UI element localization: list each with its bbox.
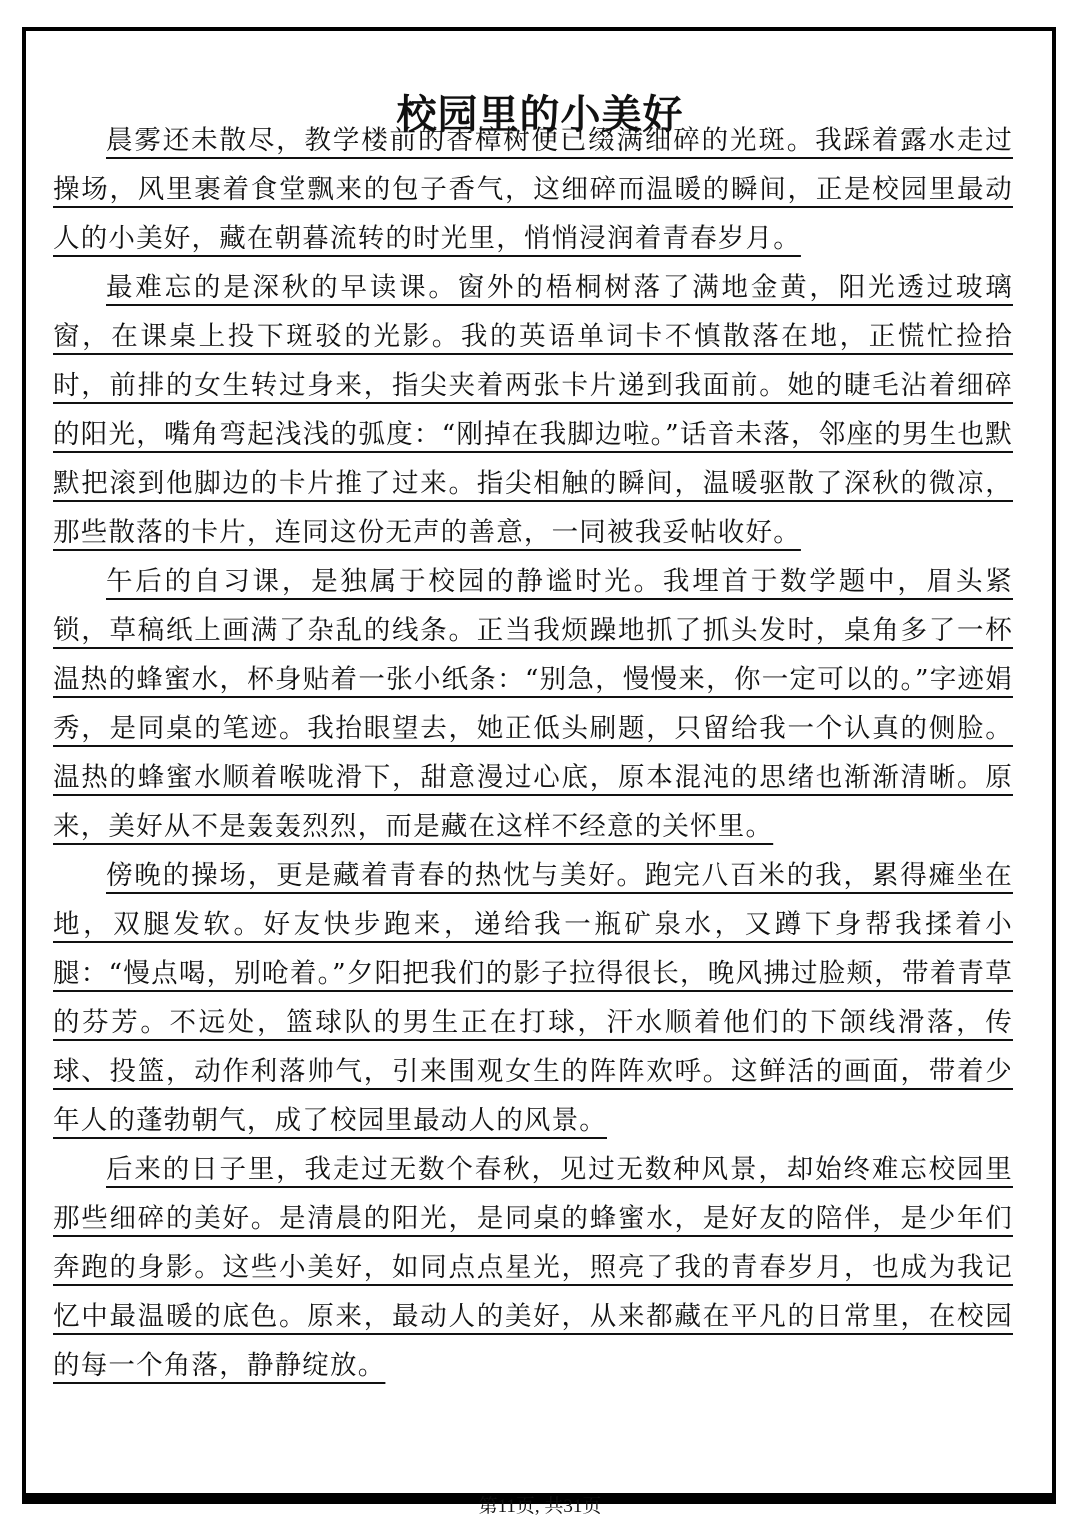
paragraph-1: 晨雾还未散尽，教学楼前的香樟树便已缀满细碎的光斑。我踩着露水走过操场，风里裹着食堂飘来的包子香气，这细碎而温暖的瞬间，正是校园里最动人的小美好，藏在朝暮流转的时光里，悄悄浸润着青春岁月。 [53,125,1013,254]
page-number: 第11页, 共31页 [478,1496,602,1517]
essay-body [53,116,1013,1390]
essay-title: 校园里的小美好 [396,91,684,138]
paragraph-4: 傍晚的操场，更是藏着青春的热忱与美好。跑完八百米的我，累得瘫坐在地，双腿发软。好友快步跑来，递给我一瓶矿泉水，又蹲下身帮我揉着小腿：“慢点喝，别呛着。”夕阳把我们的影子拉得很长，晚风拂过脸颊，带着青草的芬芳。不远处，篮球队的男生正在打球，汗水顺着他们的下颌线滑落，传球、投篮，动作利落帅气，引来围观女生的阵阵欢呼。这鲜活的画面，带着少年人的蓬勃朝气，成了校园里最动人的风景。 [53,860,1013,1136]
paragraph-5: 后来的日子里，我走过无数个春秋，见过无数种风景，却始终难忘校园里那些细碎的美好。是清晨的阳光，是同桌的蜂蜜水，是好友的陪伴，是少年们奔跑的身影。这些小美好，如同点点星光，照亮了我的青春岁月，也成为我记忆中最温暖的底色。原来，最动人的美好，从来都藏在平凡的日常里，在校园的每一个角落，静静绽放。 [53,1154,1013,1381]
paragraph-3: 午后的自习课，是独属于校园的静谧时光。我埋首于数学题中，眉头紧锁，草稿纸上画满了杂乱的线条。正当我烦躁地抓了抓头发时，桌角多了一杯温热的蜂蜜水，杯身贴着一张小纸条：“别急，慢慢来，你一定可以的。”字迹娟秀，是同桌的笔迹。我抬眼望去，她正低头刷题，只留给我一个认真的侧脸。温热的蜂蜜水顺着喉咙滑下，甜意漫过心底，原本混沌的思绪也渐渐清晰。原来，美好从不是轰轰烈烈，而是藏在这样不经意的关怀里。 [53,566,1013,842]
paragraph-2: 最难忘的是深秋的早读课。窗外的梧桐树落了满地金黄，阳光透过玻璃窗，在课桌上投下斑驳的光影。我的英语单词卡不慎散落在地，正慌忙捡拾时，前排的女生转过身来，指尖夹着两张卡片递到我面前。她的睫毛沾着细碎的阳光，嘴角弯起浅浅的弧度：“刚掉在我脚边啦。”话音未落，邻座的男生也默默把滚到他脚边的卡片推了过来。指尖相触的瞬间，温暖驱散了深秋的微凉，那些散落的卡片，连同这份无声的善意，一同被我妥帖收好。 [53,272,1013,548]
